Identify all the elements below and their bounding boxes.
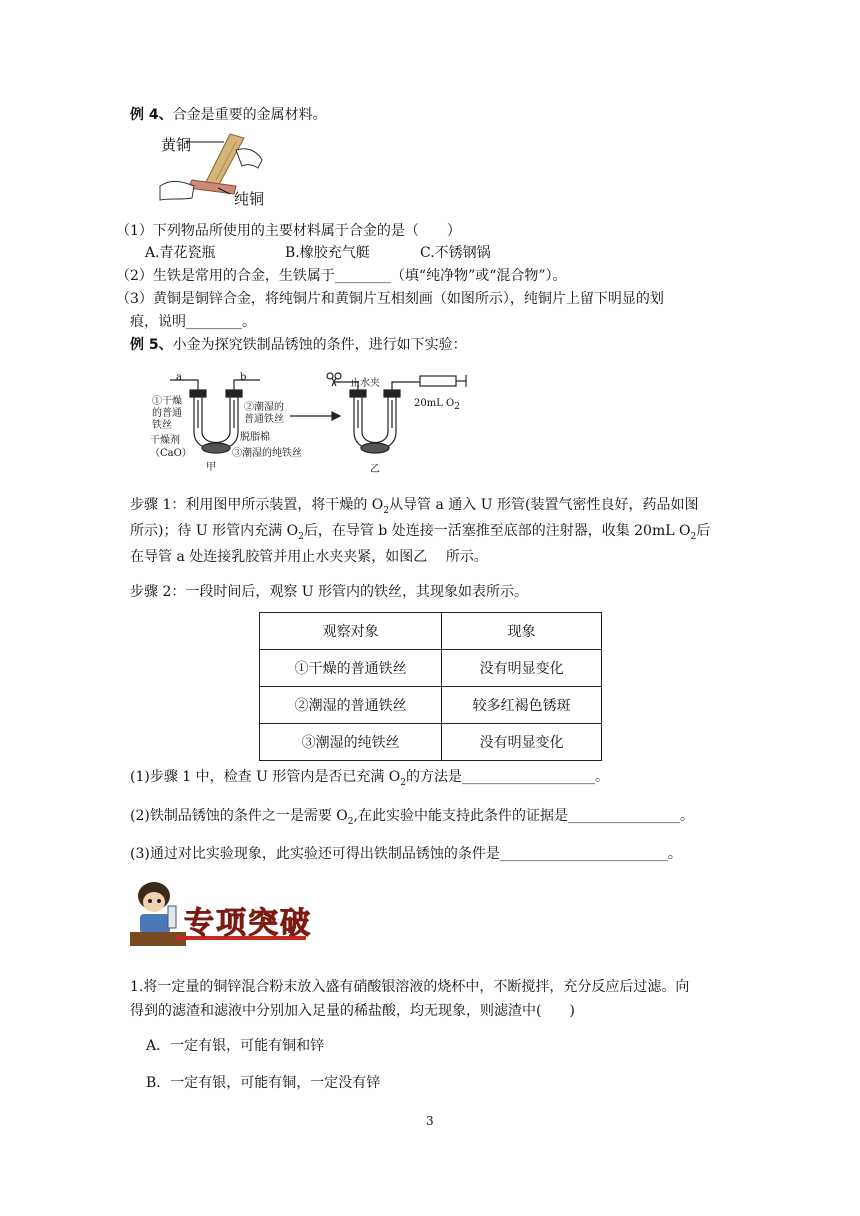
- step-2: 步骤 2：一段时间后，观察 U 形管内的铁丝，其现象如表所示。: [130, 584, 529, 600]
- table-cell: 较多红褐色锈斑: [442, 687, 602, 724]
- ex5-question-2: (2)铁制品锈蚀的条件之一是需要 $O_2$,在此实验中能支持此条件的证据是________________。: [130, 808, 694, 827]
- practice-option-a: A．一定有银，可能有铜和锌: [146, 1038, 325, 1054]
- fig-label-desiccant: 干燥剂: [150, 435, 180, 446]
- table-row: [260, 687, 602, 724]
- ex5-question-1: (1)步骤 1 中，检查 U 形管内是否已充满 $O_2$的方法是___________________。: [130, 769, 609, 788]
- fig-label-jia: 甲: [206, 462, 216, 473]
- example-5-heading: [130, 334, 467, 354]
- step-1-line-2: 所示)；待 U 形管内充满 $O_2$后，在导管 b 处连接一活塞推至底部的注射器，收集 20mL $O_2$后: [130, 523, 711, 542]
- banner-title: 专项突破: [184, 906, 312, 941]
- fig-label-b: b: [240, 372, 247, 383]
- fig-label-2a: ②潮湿的: [244, 402, 284, 413]
- fig-label-yi: 乙: [370, 464, 380, 475]
- practice-option-b: B．一定有银，可能有铜，一定没有锌: [146, 1075, 381, 1091]
- fig-label-clip: 止水夹: [350, 378, 380, 389]
- step-1-line-3: 在导管 a 处连接乳胶管并用止水夹夹紧，如图乙 所示。: [130, 549, 488, 565]
- ex4-question-2: （2）生铁是常用的合金，生铁属于________（填“纯净物”或“混合物”）。: [116, 268, 567, 284]
- example-4-label: 例 4、: [130, 107, 173, 123]
- ex5-question-3: (3)通过对比实验现象，此实验还可得出铁制品锈蚀的条件是________________________。: [130, 846, 682, 862]
- syringe-icon: [420, 375, 466, 387]
- observation-table: [259, 612, 602, 761]
- fig-label-1b: 的普通: [152, 408, 182, 419]
- ex4-question-3-line-1: （3）黄铜是铜锌合金，将纯铜片和黄铜片互相刻画（如图所示），纯铜片上留下明显的划: [116, 291, 664, 307]
- ex4-option-b: B.橡胶充气艇: [285, 245, 370, 261]
- ex4-question-1: （1）下列物品所使用的主要材料属于合金的是（ ）: [116, 223, 461, 239]
- table-cell: 没有明显变化: [442, 650, 602, 687]
- table-header-row: [260, 613, 602, 650]
- step-1-line-1: 步骤 1：利用图甲所示装置，将干燥的 $O_2$从导管 a 通入 U 形管(装置气密性良好，药品如图: [130, 497, 699, 516]
- table-header: 现象: [442, 613, 602, 650]
- table-cell: 没有明显变化: [442, 724, 602, 761]
- fig-label-1a: ①干燥: [152, 396, 182, 407]
- table-header: 观察对象: [260, 613, 442, 650]
- practice-question-1-line-1: 1.将一定量的铜锌混合粉末放入盛有硝酸银溶液的烧杯中，不断搅拌，充分反应后过滤。向: [130, 979, 690, 995]
- fig-label-1c: 铁丝: [152, 420, 172, 431]
- fig-label-a: a: [176, 372, 182, 383]
- fig-label-cao: （CaO）: [150, 448, 192, 459]
- fig-label-cotton: 脱脂棉: [240, 432, 270, 443]
- table-cell: ②潮湿的普通铁丝: [260, 687, 442, 724]
- u-tube-apparatus-figure: [150, 372, 470, 472]
- page-number: 3: [426, 1114, 434, 1128]
- table-row: [260, 724, 602, 761]
- hand-icon: [160, 181, 194, 200]
- table-cell: ①干燥的普通铁丝: [260, 650, 442, 687]
- table-row: [260, 650, 602, 687]
- special-breakthrough-banner: [128, 876, 312, 948]
- arrow-icon: [290, 412, 340, 420]
- practice-question-1-line-2: 得到的滤渣和滤液中分别加入足量的稀盐酸，均无现象，则滤渣中( ): [130, 1003, 575, 1019]
- ex4-option-c: C.不锈钢锅: [420, 245, 491, 261]
- fig-label-3: ③潮湿的纯铁丝: [232, 448, 302, 459]
- brass-label: 黄铜: [161, 136, 192, 154]
- example-4-heading: [130, 104, 327, 124]
- example-4-intro: 合金是重要的金属材料。: [172, 107, 327, 123]
- example-5-label: 例 5、: [130, 337, 173, 353]
- copper-label: 纯铜: [234, 190, 265, 208]
- example-5-intro: 小金为探究铁制品锈蚀的条件，进行如下实验：: [172, 337, 467, 353]
- clamp-icon: [327, 373, 341, 386]
- table-cell: ③潮湿的纯铁丝: [260, 724, 442, 761]
- fig-label-syringe: 20mL $O_2$: [414, 398, 460, 412]
- ex4-option-a: A.青花瓷瓶: [145, 245, 216, 261]
- fig-label-2b: 普通铁丝: [244, 414, 284, 425]
- ex4-question-3-line-2: 痕，说明________。: [130, 314, 256, 330]
- u-tube-yi: [334, 382, 420, 453]
